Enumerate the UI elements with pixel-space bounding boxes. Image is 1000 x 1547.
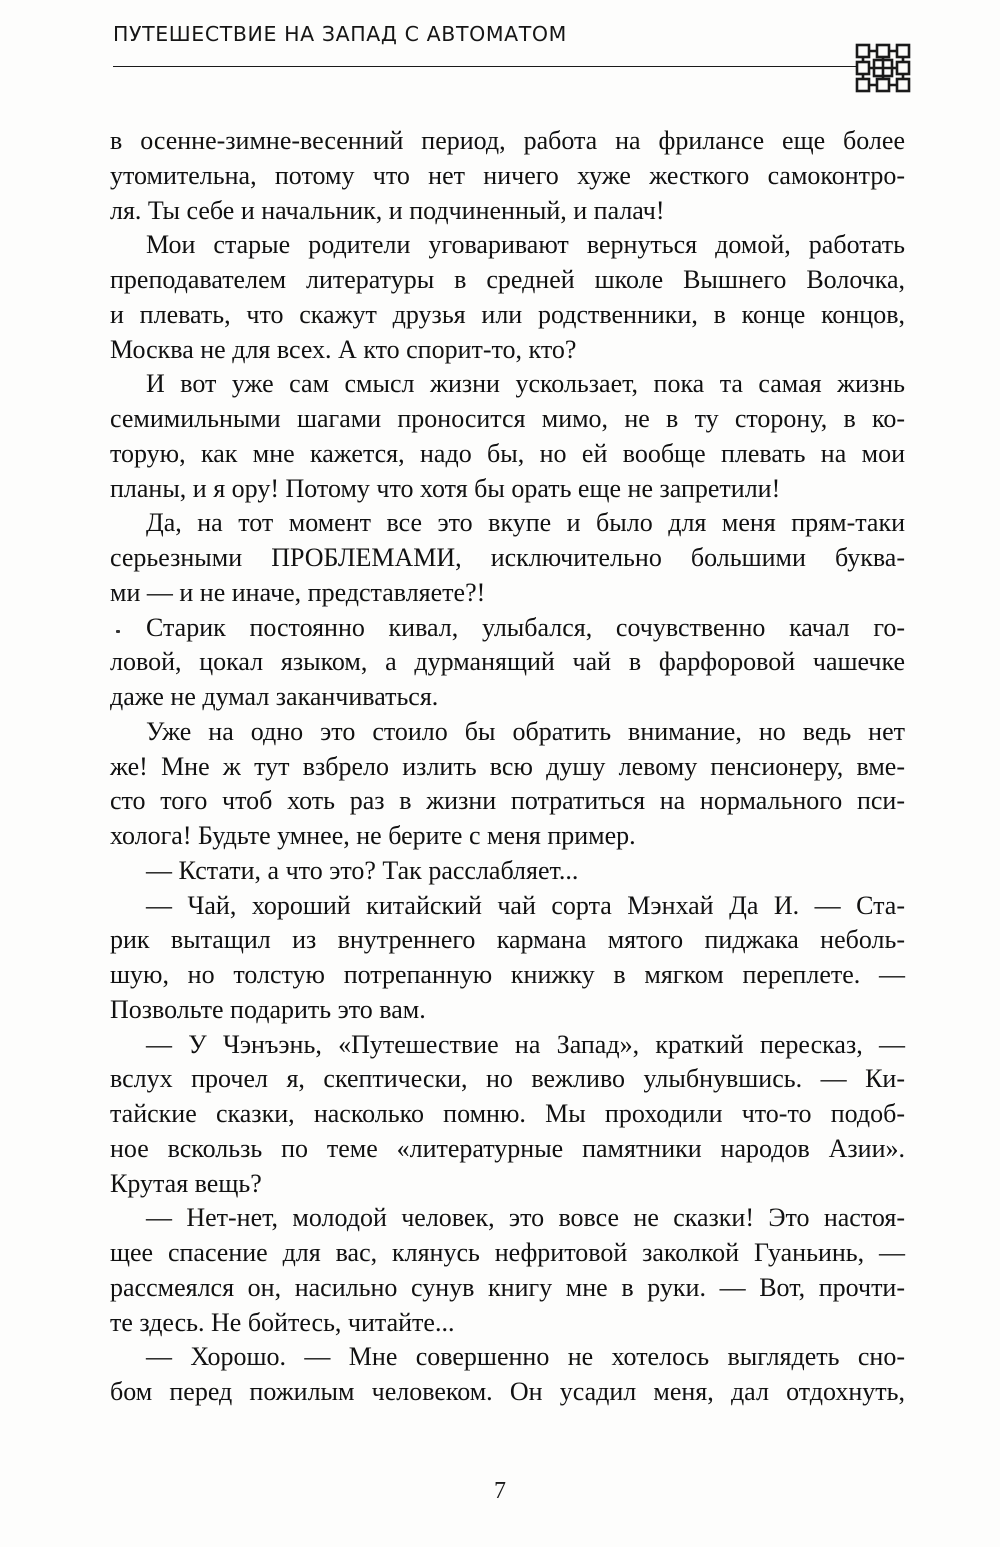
text-line: Крутая вещь?	[110, 1168, 262, 1198]
text-line: — Хорошо. — Мне совершенно не хотелось выглядеть сно-	[146, 1342, 905, 1372]
text-line: даже не думал заканчиваться.	[110, 682, 439, 711]
header-rule	[113, 66, 858, 67]
chinese-lattice-knot-icon	[852, 40, 914, 96]
text-line: торую, как мне кажется, надо бы, но ей вообще плевать на мои	[110, 438, 905, 468]
page-number: 7	[494, 1478, 506, 1504]
text-line: бом перед пожилым человеком. Он усадил меня, дал отдохнуть,	[110, 1377, 905, 1406]
text-line: Мои старые родители уговаривают вернуться домой, работать	[146, 230, 905, 260]
running-head-title: ПУТЕШЕСТВИЕ НА ЗАПАД С АВТОМАТОМ	[113, 22, 567, 46]
text-line: рик вытащил из внутреннего кармана мятого пиджака неболь-	[110, 925, 905, 955]
text-line: же! Мне ж тут взбрело излить всю душу левому пенсионеру, вме-	[110, 751, 905, 781]
text-line: ля. Ты себе и начальник, и подчиненный, и палач!	[110, 195, 665, 225]
text-line: сто того чтоб хоть раз в жизни потратиться на нормального пси-	[110, 786, 905, 816]
text-line: Москва не для всех. А кто спорит-то, кто?	[110, 334, 577, 364]
print-speck	[116, 630, 120, 633]
text-line: ловой, цокал языком, а дурманящий чай в фарфоровой чашечке	[110, 647, 905, 677]
text-line: в осенне-зимне-весенний период, работа на фрилансе еще более	[110, 126, 905, 155]
text-line: серьезными ПРОБЛЕМАМИ, исключительно большими буква-	[110, 543, 905, 572]
text-line: утомительна, потому что нет ничего хуже жесткого самоконтро-	[110, 160, 905, 190]
text-line: тайские сказки, насколько помню. Мы проходили что-то подоб-	[110, 1099, 905, 1128]
text-line: преподавателем литературы в средней школе Вышнего Волочка,	[110, 265, 905, 294]
text-line: щее спасение для вас, клянусь нефритовой заколкой Гуаньинь, —	[110, 1238, 905, 1267]
text-line: холога! Будьте умнее, не берите с меня пример.	[110, 821, 636, 850]
text-line: рассмеялся он, насильно сунув книгу мне в руки. — Вот, прочти-	[110, 1272, 905, 1302]
text-line: — Кстати, а что это? Так расслабляет...	[146, 855, 579, 885]
text-line: Да, на тот момент все это вкупе и было для меня прям-таки	[146, 508, 905, 538]
text-line: — У Чэнъэнь, «Путешествие на Запад», краткий пересказ, —	[146, 1029, 905, 1059]
text-line: Позвольте подарить это вам.	[110, 994, 426, 1024]
text-line: — Нет-нет, молодой человек, это вовсе не сказки! Это настоя-	[146, 1203, 905, 1233]
text-line: ми — и не иначе, представляете?!	[110, 577, 486, 607]
text-line: — Чай, хороший китайский чай сорта Мэнхай Да И. — Ста-	[146, 890, 905, 920]
body-text	[110, 124, 905, 1410]
text-line: вслух прочел я, скептически, но вежливо улыбнувшись. — Ки-	[110, 1064, 905, 1094]
text-line: те здесь. Не бойтесь, читайте...	[110, 1307, 455, 1337]
text-line: и плевать, что скажут друзья или родственники, в конце концов,	[110, 299, 905, 329]
text-line: шую, но толстую потрепанную книжку в мягком переплете. —	[110, 960, 905, 989]
text-line: Уже на одно это стоило бы обратить внимание, но ведь нет	[146, 716, 905, 746]
text-line: ное вскользь по теме «литературные памятники народов Азии».	[110, 1133, 905, 1163]
text-line: И вот уже сам смысл жизни ускользает, пока та самая жизнь	[146, 369, 905, 399]
text-line: Старик постоянно кивал, улыбался, сочувственно качал го-	[146, 612, 905, 642]
text-line: семимильными шагами проносится мимо, не в ту сторону, в ко-	[110, 404, 905, 433]
text-line: планы, и я ору! Потому что хотя бы орать еще не запретили!	[110, 473, 781, 503]
